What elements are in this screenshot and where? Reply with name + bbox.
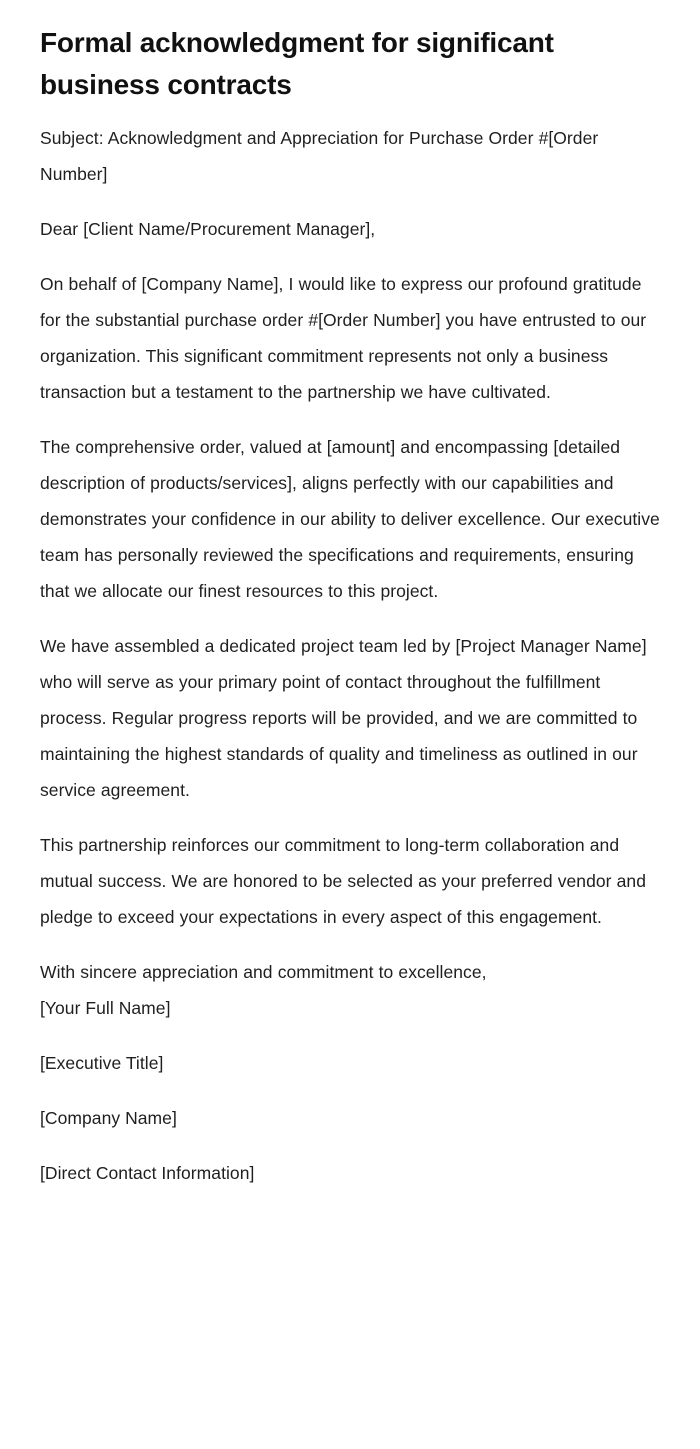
paragraph-gratitude: On behalf of [Company Name], I would like to express our profound gratitude for the substantial purchase order #[Order Number] you have entrusted to our organization. This significant commitment represents not only a business transaction but a testament to the partnership we have cultivated. bbox=[40, 274, 647, 402]
signature-full-name: [Your Full Name] bbox=[40, 998, 171, 1018]
paragraph-partnership: This partnership reinforces our commitment to long-term collaboration and mutual success. We are honored to be selected as your preferred vendor and pledge to exceed your expectations in every aspect of this engagement. bbox=[40, 835, 646, 927]
paragraph-salutation: Dear [Client Name/Procurement Manager], bbox=[40, 219, 376, 239]
paragraph-subject: Subject: Acknowledgment and Appreciation for Purchase Order #[Order Number] bbox=[40, 128, 599, 184]
signature-executive-title: [Executive Title] bbox=[40, 1053, 164, 1073]
paragraph-order-details: The comprehensive order, valued at [amount] and encompassing [detailed description of products/services], aligns perfectly with our capabilities and demonstrates your confidence in our ability to deliver excellence. Our executive team has personally reviewed the specifications and requirements, ensuring that we allocate our finest resources to this project. bbox=[40, 437, 660, 601]
signature-contact-information: [Direct Contact Information] bbox=[40, 1163, 255, 1183]
paragraph-closing: With sincere appreciation and commitment to excellence, bbox=[40, 962, 487, 982]
document-body bbox=[40, 120, 660, 990]
page-title: Formal acknowledgment for significant business contracts bbox=[40, 27, 554, 100]
paragraph-project-team: We have assembled a dedicated project team led by [Project Manager Name] who will serve as your primary point of contact throughout the fulfillment process. Regular progress reports will be provided, and we are committed to maintaining the highest standards of quality and timeliness as outlined in our service agreement. bbox=[40, 636, 647, 800]
signature-company-name: [Company Name] bbox=[40, 1108, 177, 1128]
signature-block bbox=[40, 990, 660, 1191]
